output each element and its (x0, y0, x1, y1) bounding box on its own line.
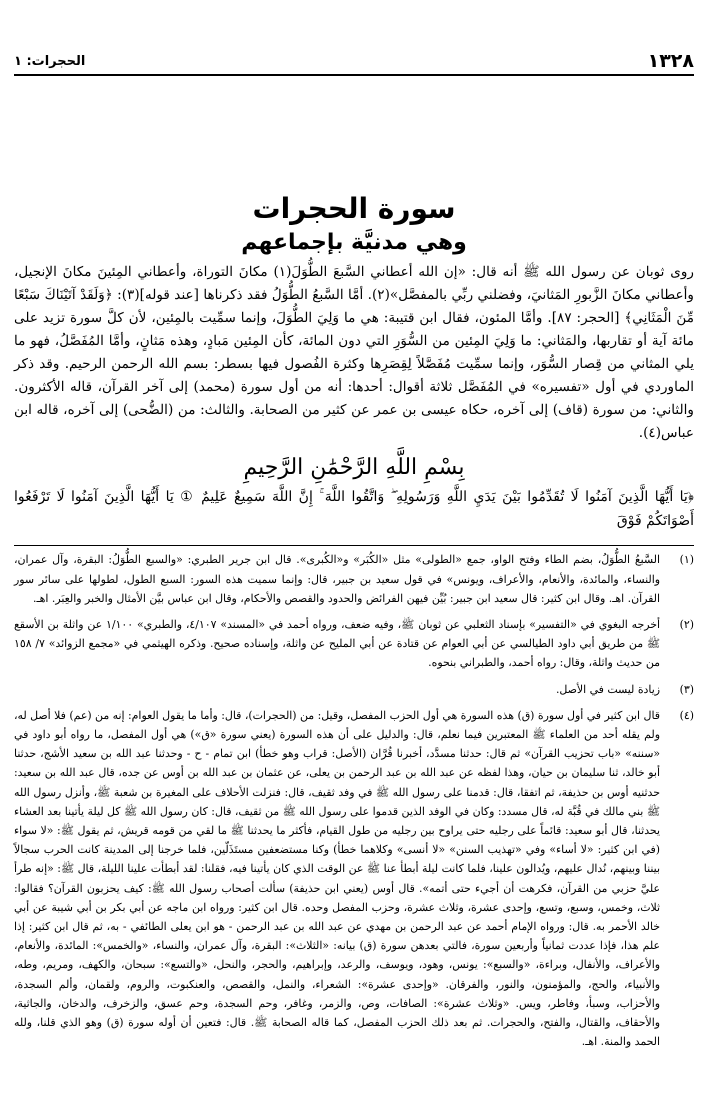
footnote-text: قال ابن كثير في أول سورة (ق) هذه السورة هي أول الحزب المفصل، وقيل: من (الحجرات)، قال: وأما ما يقول العوام: إنه من (عم) فلا أصل له، ولم يقله أحد من العلماء ﷺ المعتبرين فيما نعلم، قال: والدليل على أن هذه السورة (يعني سورة «ق») هي أول المفصل، ما رواه أبو داود في «سننه» «باب تحزيب القرآن» ثم قال: حدثنا مسدَّد، أخبرنا قُرَّان (الأصل: قراب وهو خطأ) ابن تمام - ح - وحدثنا عبد الله بن سعيد الأشج، حدثنا أبو خالد، ثنا سليمان بن حيان، وهذا لفظه عن عبد الله بن عبد الرحمن بن يعلى، عن عثمان بن عبد الله بن أوس عن جده، قال عبد الله بن سعيد: حدثنيه أوس بن حذيفة، ثم اتفقا، قال: قدمنا على رسول الله ﷺ في وفد ثقيف، قال: فنزلت الأحلاف على المغيرة بن شعبة ﷺ، وأنزل رسول الله ﷺ بني مالك في قُبَّة له، قال مسدد: وكان في الوفد الذين قدموا على رسول الله ﷺ من ثقيف، قال: كان رسول الله ﷺ كل ليلة يأتينا بعد العشاء يحدثنا، قال أبو سعيد: قائماً على رجليه حتى يراوح بين رجليه من طول القيام، فأكثر ما يحدثنا ﷺ ما لقي من قومه قريش، ثم يقول ﷺ: «لا سواء (في ابن كثير: «لا أساء» وفي «تهذيب السنن» «لا أنسى» وكلاهما خطأ) وكنا مستضعفين مستَذَلّين، فلما خرجنا إلى المدينة كانت الحرب سجالاً بيننا وبينهم، نُدال عليهم، ويُدالون علينا، فلما كانت ليلة أبطأ عنا ﷺ عن الوقت الذي كان يأتينا فيه، فقلنا: لقد أبطأت علينا الليلة، قال ﷺ: «إنه طرأ عليَّ حزبي من القرآن، فكرهت أن أجيء حتى أتمه». قال أوس (يعني ابن حذيفة) سألت أصحاب رسول الله ﷺ: كيف يحزبون القرآن؟ فقالوا: ثلاث، وخمس، وسبع، وتسع، وإحدى عشرة، وثلاث عشرة، وحزب المفصل وحده. قال ابن كثير: ورواه ابن ماجه عن أبي بكر بن أبي شيبة عن أبي خالد الأحمر به. قال: ورواه الإمام أحمد عن عبد الرحمن بن مهدي عن عبد الله بن عبد الرحمن - هو ابن يعلى الطائفي - به، ثم قال ابن كثير: إذا علم هذا، فإذا عددت ثمانياً وأربعين سورة، فالتي بعدهن سورة (ق) بيانه: «الثلاث»: البقرة، وآل عمران، والنساء، «والخمس»: المائدة، والأنعام، والأعراف، والأنفال، وبراءة، «والسبع»: يونس، وهود، ويوسف، والرعد، وإبراهيم، والحجر، والنحل، «والتسع»: سبحان، والكهف، ومريم، وطه، والأنبياء، والحج، والمؤمنون، والنور، والفرقان. «وإحدى عشرة»: الشعراء، والنمل، والقصص، والعنكبوت، والروم، ولقمان، وألم السجدة، والأحزاب، وسبأ، وفاطر، ويس. «وثلاث عشرة»: الصافات، وص، والزمر، وغافر، وحم السجدة، وحم عسق، والزخرف، والدخان، والجاثية، والأحقاف، والقتال، والفتح، والحجرات. ثم بعد ذلك الحزب المفصل، كما قاله الصحابة ﷺ. قال: فتعين أن أوله سورة (ق) وهو الذي قلنا، ولله الحمد والمنة. اهـ. (14, 708, 660, 1049)
footnote-number: (٣) (679, 682, 694, 696)
footnote-text: أخرجه البغوي في «التفسير» بإسناد الثعلبي عن ثوبان ﷺ، وفيه ضعف، ورواه أحمد في «المسند» ٤/١٠٧، والطبري» ١/١٠٠ عن واثلة بن الأسقع ﷺ من طريق أبي داود الطيالسي عن أبي العوام عن قتادة عن أبي المليح عن واثلة، وإسناده صحيح. وذكره الهيثمي في «مجمع الزوائد» ٧/ ١٥٨ من حديث واثلة، وقال: رواه أحمد، والطبراني بنحوه. (14, 617, 660, 670)
footnote-number: (٤) (679, 708, 694, 722)
footnote-text: السَّبعُ الطُّوَلُ، بضم الطاء وفتح الواو، جمع «الطولى» مثل «الكُبَر» و«الكُبرى». قال ابن جرير الطبري: «والسبع الطُّوَلُ: البقرة، وآل عمران، والنساء، والمائدة، والأنعام، والأعراف، ويونس» في قول سعيد بن جبير، قال: وإنما سميت هذه السور: السبع الطول، لطولها على سائر سور القرآن. اهـ. وقال ابن كثير: قال سعيد ابن جبير: بُيِّن فيهن الفرائض والحدود والقصص والأحكام، وقال ابن عباس بيَّن الأمثال والخبر والعِبَر. اهـ. (14, 553, 660, 605)
surah-subtitle: وهي مدنيَّة بإجماعهم (241, 229, 467, 255)
footnote-number: (١) (679, 553, 694, 567)
footnotes (14, 550, 694, 1051)
running-header (14, 50, 694, 76)
introduction-text (14, 261, 694, 445)
basmala: بِسْمِ اللَّهِ الرَّحْمَٰنِ الرَّحِيمِ (243, 454, 465, 480)
page-number: ١٣٢٨ (647, 50, 694, 72)
footnote-text: زيادة ليست في الأصل. (555, 682, 660, 696)
page (14, 50, 694, 1058)
footnote-separator (14, 545, 694, 546)
surah-reference: الحجرات: ١ (14, 53, 86, 69)
footnote (14, 680, 694, 699)
introduction-paragraph: روى ثوبان عن رسول الله ﷺ أنه قال: «إن الله أعطاني السَّبعَ الطُّوَلَ(١) مكانَ التوراة، وأعطاني المِئينَ مكانَ الإنجيل، وأعطاني مكانَ الزَّبورِ المَثانيَ، وفضلني ربِّي بالمفصَّل»(٢). أمَّا السَّبعُ الطُّوَلُ فقد ذكرناها [عند قوله](٣): ﴿وَلَقَدْ آتَيْنَاكَ سَبْعًا مِّنَ الْمَثَانِي﴾ [الحجر: ٨٧]. وأمَّا المئون، فقال ابن قتيبة: هي ما وَلِيَ الطُّوَلَ، وإنما سمِّيت بالمِئين، لأن كلَّ سورة تزيد على مائة آية أو تقاربها، والمَثاني: ما وَلِيَ المِئين من السُّوَرِ التي دون المائة، كأن المِئين مَبادٍ، وهذه مَثانٍ، وأمَّا المُفَصَّلُ، فهو ما يلي المثاني من قِصار السُّوَر، وإنما سمِّيت مُفَصَّلاً لِقِصَرِها وكثرة الفُصول فيها بسطر: بسم الله الرحمن الرحيم. وقد ذكر الماوردي في أول «تفسيره» في المُفَصَّل ثلاثة أقوال: أحدها: أنه من أول سورة (محمد) إلى آخر القرآن، قاله الأكثرون. والثاني: من سورة (قاف) إلى آخره، حكاه عيسى بن عمر عن كثير من الصحابة. والثالث: من (الضُّحى) إلى آخره، قاله ابن عباس(٤). (14, 263, 694, 441)
footnote (14, 615, 694, 673)
surah-title: سورة الحجرات (252, 192, 456, 225)
footnote-number: (٢) (679, 617, 694, 631)
quran-verse: ﴿يَا أَيُّهَا الَّذِينَ آمَنُوا لَا تُقَدِّمُوا بَيْنَ يَدَيِ اللَّهِ وَرَسُولِهِ ۖ وَاتَّقُوا اللَّهَ ۚ إِنَّ اللَّهَ سَمِيعٌ عَلِيمٌ ① يَا أَيُّهَا الَّذِينَ آمَنُوا لَا تَرْفَعُوا أَصْوَاتَكُمْ فَوْقَ (14, 489, 694, 530)
footnote (14, 550, 694, 608)
footnote (14, 706, 694, 1052)
